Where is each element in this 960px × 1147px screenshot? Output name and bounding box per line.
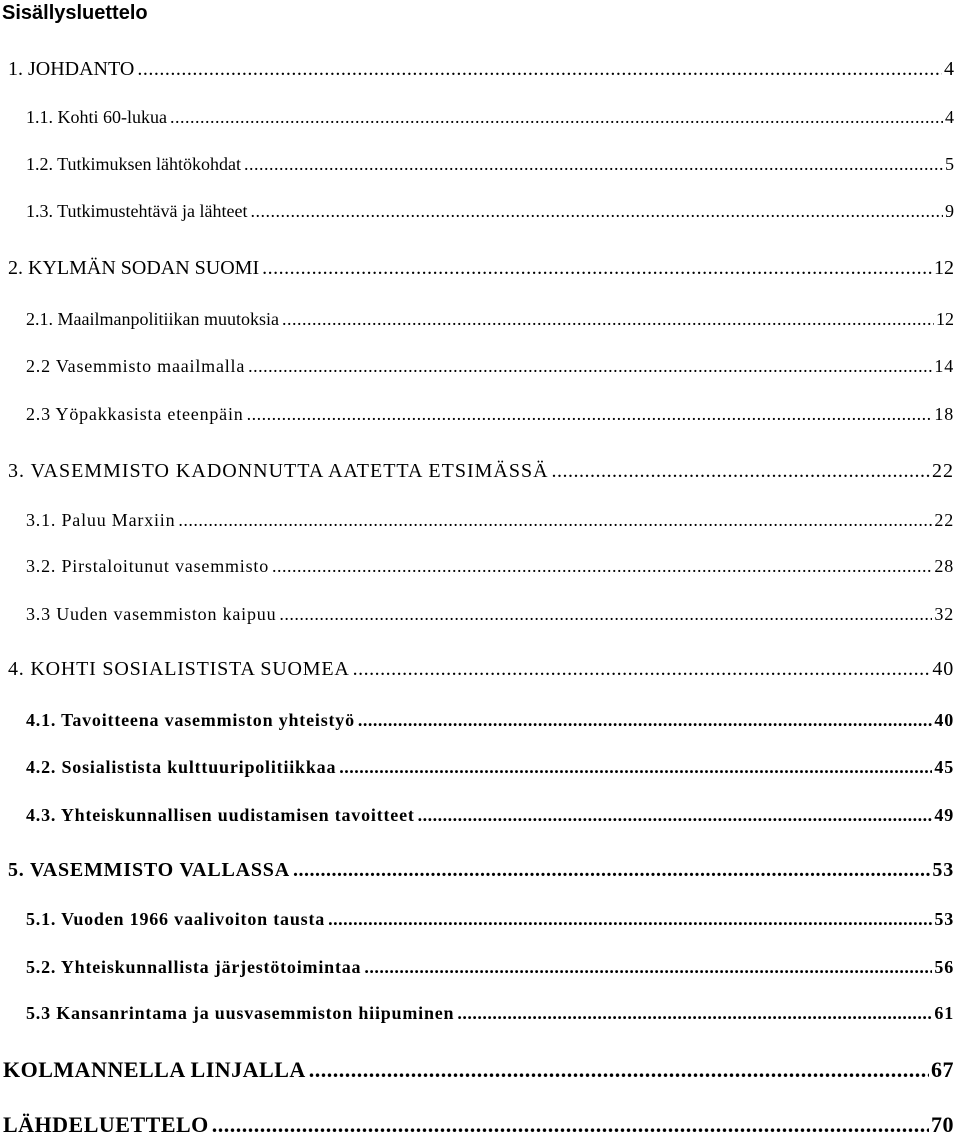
toc-entry-label: 2. KYLMÄN SODAN SUOMI [8, 257, 260, 279]
toc-entry-section[interactable] [26, 309, 954, 339]
toc-entry-section[interactable] [26, 909, 954, 939]
toc-entry-chapter[interactable] [8, 58, 954, 88]
toc-entry-section[interactable] [26, 710, 954, 740]
toc-entry-page: 32 [934, 604, 954, 624]
toc-entry-section[interactable] [26, 757, 954, 787]
toc-entry-page: 4 [945, 107, 954, 127]
toc-entry-label: 1.2. Tutkimuksen lähtökohdat [26, 154, 242, 174]
toc-entry-page: 53 [934, 909, 954, 929]
toc-entry-section[interactable] [26, 404, 954, 434]
toc-leader [178, 510, 932, 531]
toc-entry-chapter[interactable] [8, 859, 954, 889]
toc-leader [552, 460, 930, 483]
toc-entry-page: 22 [934, 510, 954, 530]
toc-leader [457, 1003, 932, 1024]
toc-entry-page: 9 [945, 201, 954, 221]
toc-entry-page: 70 [931, 1112, 954, 1137]
toc-entry-section[interactable] [26, 356, 954, 386]
toc-entry-page: 40 [932, 658, 954, 680]
toc-entry-label: 4.2. Sosialistista kulttuuripolitiikkaa [26, 757, 337, 777]
toc-entry-page: 5 [945, 154, 954, 174]
toc-entry-chapter[interactable] [3, 1057, 954, 1087]
toc-leader [364, 957, 932, 978]
toc-entry-page: 28 [934, 556, 954, 576]
toc-entry-page: 12 [934, 257, 954, 279]
toc-leader [309, 1057, 929, 1083]
toc-entry-label: 3.2. Pirstaloitunut vasemmisto [26, 556, 269, 576]
toc-entry-label: 5.3 Kansanrintama ja uusvasemmiston hiipuminen [26, 1003, 455, 1023]
toc-entry-label: KOLMANNELLA LINJALLA [3, 1057, 306, 1082]
toc-entry-section[interactable] [26, 107, 954, 137]
toc-entry-page: 18 [934, 404, 954, 424]
toc-entry-page: 49 [934, 805, 954, 825]
toc-entry-label: 2.1. Maailmanpolitiikan muutoksia [26, 309, 279, 329]
toc-leader [170, 107, 943, 128]
toc-entry-section[interactable] [26, 1003, 954, 1033]
toc-entry-label: 4.3. Yhteiskunnallisen uudistamisen tavoitteet [26, 805, 415, 825]
toc-entry-page: 61 [934, 1003, 954, 1023]
toc-leader [279, 604, 932, 625]
toc-entry-section[interactable] [26, 154, 954, 184]
toc-entry-chapter[interactable] [3, 1112, 954, 1142]
toc-leader [339, 757, 932, 778]
toc-entry-section[interactable] [26, 556, 954, 586]
toc-entry-label: 3.1. Paluu Marxiin [26, 510, 176, 530]
toc-entry-chapter[interactable] [8, 460, 954, 490]
toc-title: Sisällysluettelo [2, 2, 148, 24]
toc-entry-label: 1.3. Tutkimustehtävä ja lähteet [26, 201, 248, 221]
toc-entry-label: 3.3 Uuden vasemmiston kaipuu [26, 604, 277, 624]
toc-entry-chapter[interactable] [8, 658, 954, 688]
toc-entry-label: 5. VASEMMISTO VALLASSA [8, 859, 290, 881]
toc-leader [137, 58, 942, 81]
toc-leader [244, 154, 943, 175]
toc-leader [250, 201, 943, 222]
toc-entry-page: 14 [934, 356, 954, 376]
toc-entry-label: 2.2 Vasemmisto maailmalla [26, 356, 246, 376]
toc-entry-label: 5.2. Yhteiskunnallista järjestötoimintaa [26, 957, 362, 977]
toc-entry-page: 53 [932, 859, 954, 881]
toc-leader [262, 257, 932, 280]
toc-entry-label: 1. JOHDANTO [8, 58, 135, 80]
toc-entry-section[interactable] [26, 805, 954, 835]
toc-leader [358, 710, 932, 731]
toc-leader [272, 556, 932, 577]
toc-entry-section[interactable] [26, 201, 954, 231]
toc-entry-label: 2.3 Yöpakkasista eteenpäin [26, 404, 244, 424]
toc-entry-page: 67 [931, 1057, 954, 1082]
toc-entry-page: 22 [932, 460, 954, 482]
toc-entry-page: 4 [944, 58, 954, 80]
toc-entry-section[interactable] [26, 604, 954, 634]
toc-leader [247, 404, 933, 425]
toc-entry-label: 1.1. Kohti 60-lukua [26, 107, 167, 127]
toc-leader [212, 1112, 929, 1138]
toc-entry-page: 56 [934, 957, 954, 977]
toc-entry-section[interactable] [26, 510, 954, 540]
toc-entry-label: 5.1. Vuoden 1966 vaalivoiton tausta [26, 909, 326, 929]
toc-leader [353, 658, 931, 681]
toc-entry-page: 12 [936, 309, 954, 329]
toc-entry-page: 40 [934, 710, 954, 730]
toc-entry-label: LÄHDELUETTELO [3, 1112, 209, 1137]
toc-entry-label: 4. KOHTI SOSIALISTISTA SUOMEA [8, 658, 350, 680]
toc-entry-label: 4.1. Tavoitteena vasemmiston yhteistyö [26, 710, 355, 730]
toc-entry-chapter[interactable] [8, 257, 954, 287]
toc-leader [328, 909, 932, 930]
toc-leader [418, 805, 933, 826]
toc-leader [248, 356, 932, 377]
toc-entry-section[interactable] [26, 957, 954, 987]
toc-leader [282, 309, 934, 330]
toc-leader [293, 859, 930, 882]
toc-entry-label: 3. VASEMMISTO KADONNUTTA AATETTA ETSIMÄSSÄ [8, 460, 549, 482]
toc-entry-page: 45 [934, 757, 954, 777]
